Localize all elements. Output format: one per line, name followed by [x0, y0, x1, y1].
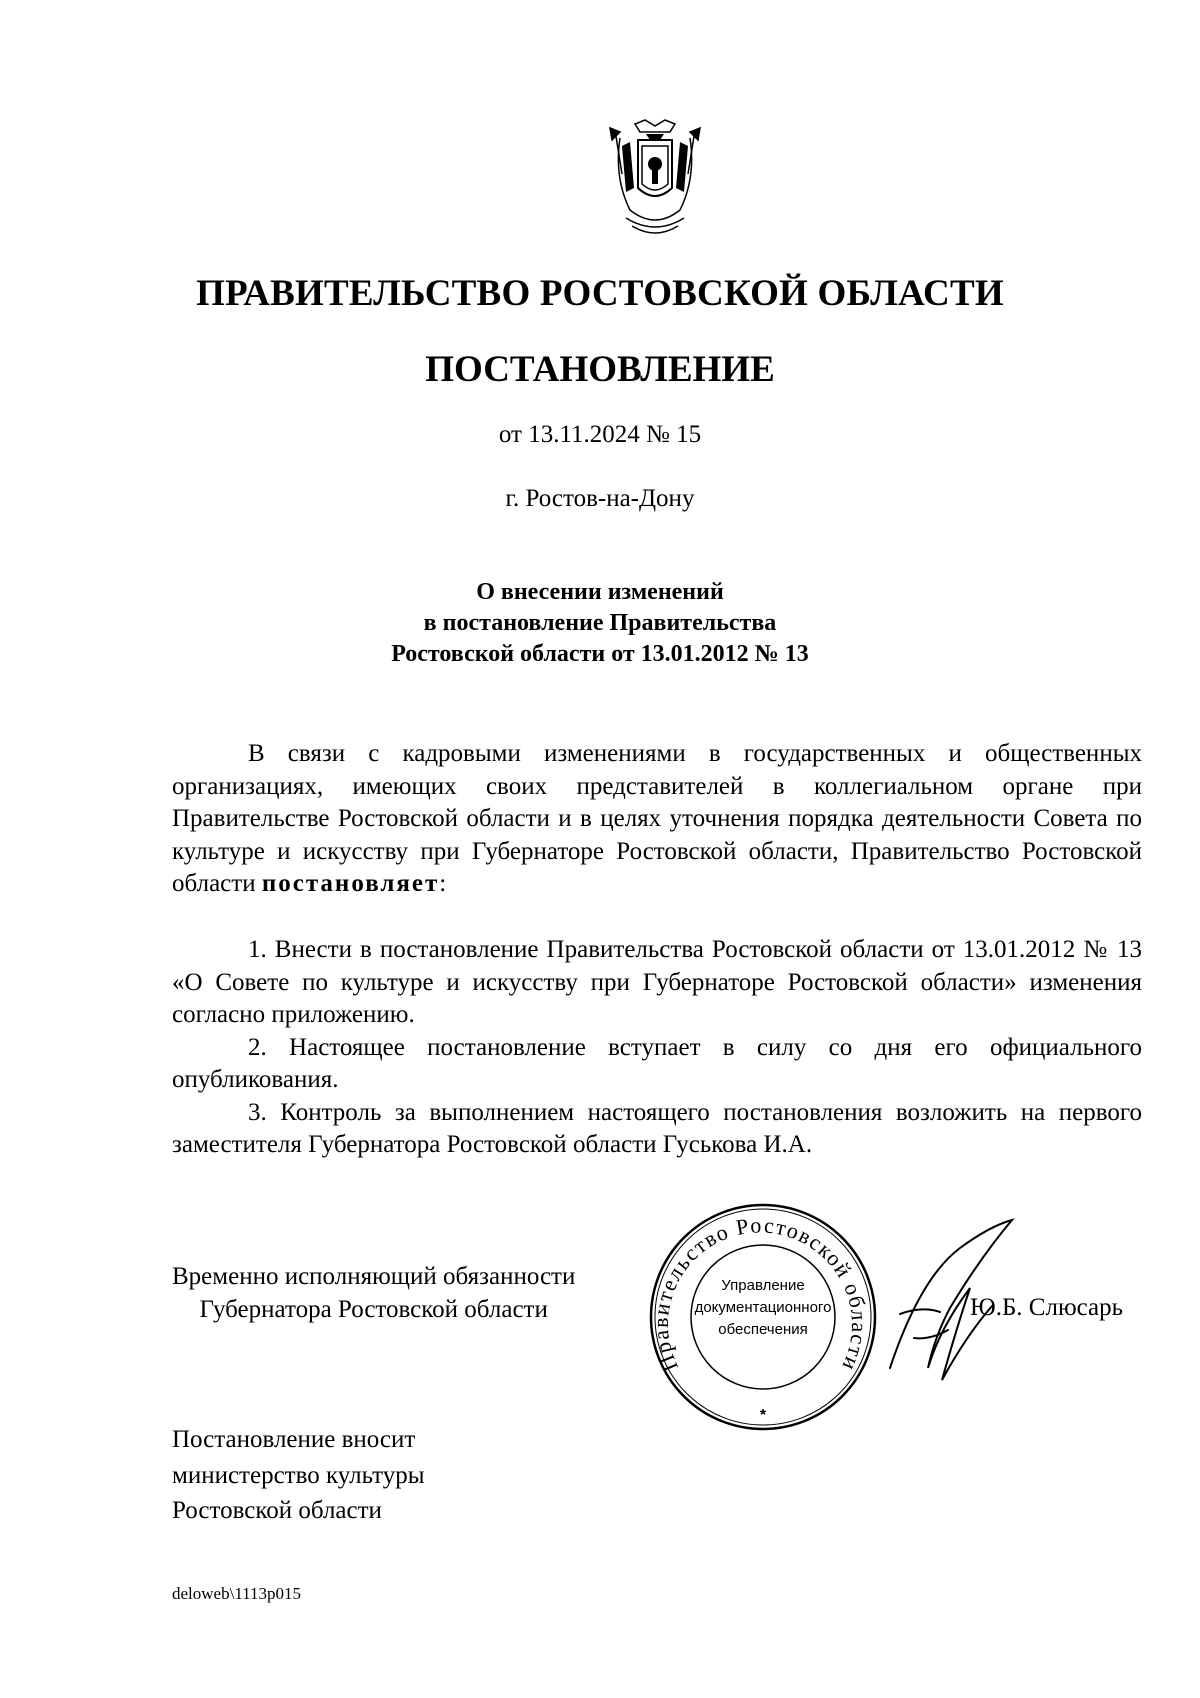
document-code-footer: deloweb\1113p015: [172, 1584, 302, 1603]
subject-line: в постановление Правительства: [423, 610, 777, 636]
stamp-line: обеспечения: [718, 1321, 808, 1338]
sponsor-block: [172, 1422, 425, 1529]
document-subject: [0, 577, 1200, 670]
document-city: г. Ростов-на-Дону: [505, 485, 695, 512]
signatory-position: [172, 1261, 575, 1326]
operative-item: 2. Настоящее постановление вступает в силу со дня его официального опубликования.: [172, 1033, 1142, 1093]
document-type-title: ПОСТАНОВЛЕНИЕ: [425, 349, 775, 390]
signatory-name: Ю.Б. Слюсарь: [970, 1294, 1124, 1321]
document-date-number: от 13.11.2024 № 15: [498, 421, 702, 448]
stamp-ring-text: Правительство Ростовской области: [648, 1212, 873, 1376]
organization-title: ПРАВИТЕЛЬСТВО РОСТОВСКОЙ ОБЛАСТИ: [196, 273, 1004, 314]
operative-item: 1. Внести в постановление Правительства Ростовской области от 13.01.2012 № 13 «О Совете по культуре и искусству при Губернаторе Ростовской области» изменения согласно приложению.: [172, 936, 1142, 1028]
sponsor-line: Ростовской области: [172, 1497, 382, 1524]
signatory-position-line: Губернатора Ростовской области: [199, 1295, 548, 1323]
preamble-paragraph: [172, 738, 1142, 901]
sponsor-line: министерство культуры: [172, 1461, 425, 1489]
preamble-text: В связи с кадровыми изменениями в государственных и общественных организациях, имеющих своих представителей в коллегиальном органе при Правительстве Ростовской области и в целях уточнения порядка деятельности Совета по культуре и искусству при Губернаторе Ростовской области, Правительство Ростовской области: [172, 740, 1142, 897]
stamp-line: Управление: [721, 1277, 805, 1294]
subject-line: О внесении изменений: [476, 579, 724, 605]
preamble-suffix: :: [439, 870, 447, 897]
operative-item: 3. Контроль за выполнением настоящего постановления возложить на первого заместителя Губернатора Ростовской области Гуськова И.А.: [172, 1098, 1142, 1158]
signatory-position-line: Временно исполняющий обязанности: [172, 1263, 576, 1290]
coat-of-arms-emblem: [600, 118, 710, 243]
stamp-star: *: [759, 1407, 767, 1424]
operative-items: [172, 934, 1142, 1162]
stamp-line: документационного: [694, 1299, 832, 1316]
subject-line: Ростовской области от 13.01.2012 № 13: [391, 641, 809, 667]
decree-word: постановляет: [261, 870, 440, 897]
sponsor-line: Постановление вносит: [172, 1426, 416, 1453]
official-stamp: [648, 1202, 878, 1432]
